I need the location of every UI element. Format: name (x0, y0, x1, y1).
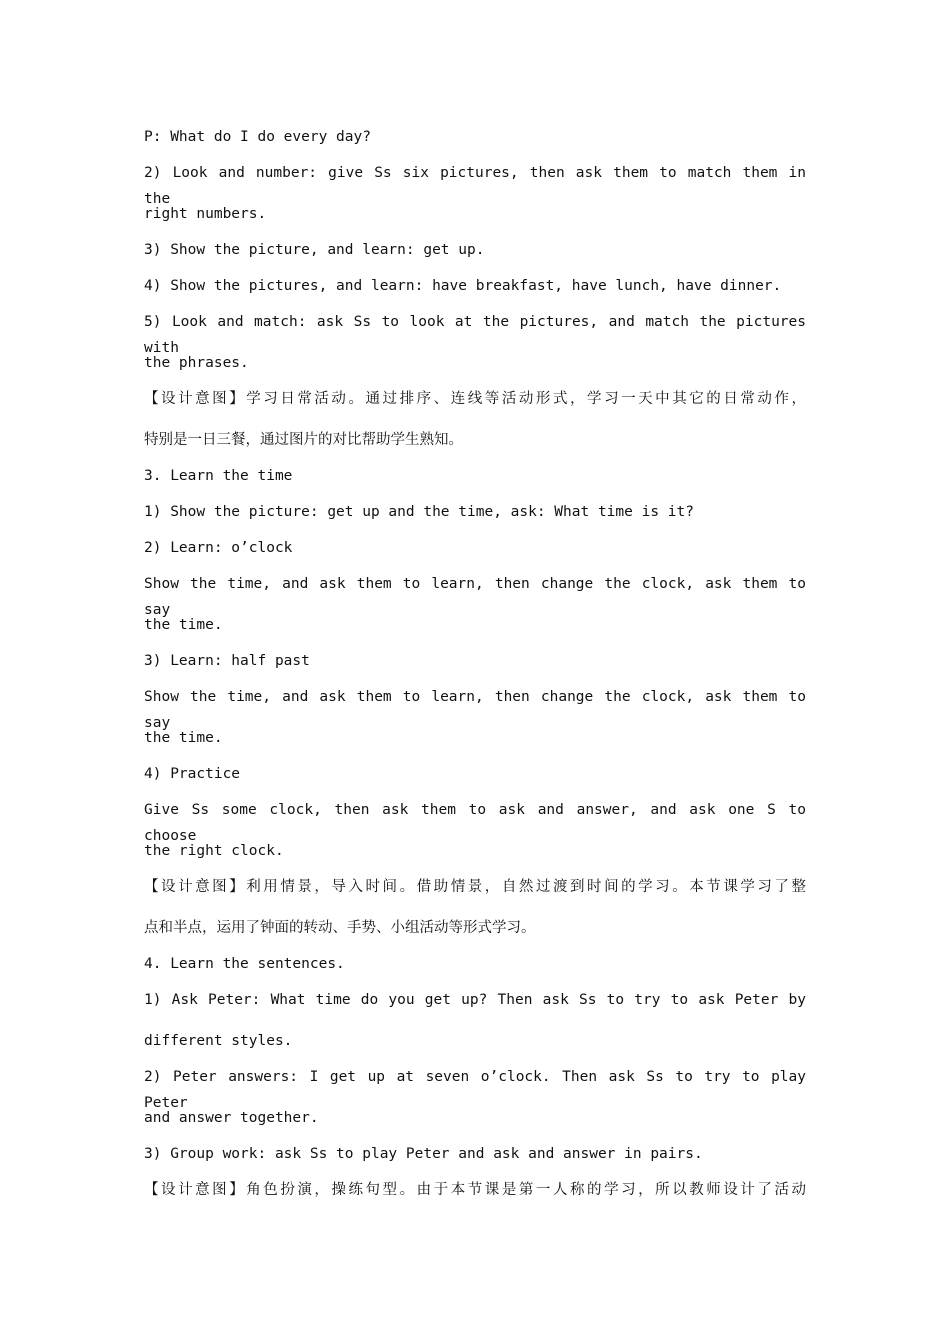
text-line: Show the time, and ask them to learn, then change the clock, ask them to say (144, 689, 806, 731)
text-line: 2) Peter answers: I get up at seven o’clock. Then ask Ss to try to play Peter (144, 1069, 806, 1111)
text-line: 5) Look and match: ask Ss to look at the pictures, and match the pictures with (144, 314, 806, 356)
text-line: 1) Show the picture: get up and the time, ask: What time is it? (144, 504, 694, 520)
text-line: P: What do I do every day? (144, 129, 371, 145)
document-body (144, 124, 806, 1203)
text-line: 1) Ask Peter: What time do you get up? Then ask Ss to try to ask Peter by (144, 992, 806, 1008)
text-line: 3) Learn: half past (144, 653, 310, 669)
text-line: 2) Look and number: give Ss six pictures, then ask them to match them in the (144, 165, 806, 207)
text-line: 4. Learn the sentences. (144, 956, 345, 972)
design-intent-line: 特别是一日三餐，通过图片的对比帮助学生熟知。 (144, 432, 463, 448)
text-line: and answer together. (144, 1110, 319, 1126)
text-line: 3. Learn the time (144, 468, 293, 484)
design-intent-line: 【设计意图】利用情景，导入时间。借助情景，自然过渡到时间的学习。本节课学习了整 (144, 879, 806, 895)
text-line: 2) Learn: o’clock (144, 540, 293, 556)
text-line: the time. (144, 730, 223, 746)
text-line: Give Ss some clock, then ask them to ask and answer, and ask one S to choose (144, 802, 806, 844)
text-line: different styles. (144, 1033, 293, 1049)
text-line: the phrases. (144, 355, 249, 371)
design-intent-line: 【设计意图】学习日常活动。通过排序、连线等活动形式，学习一天中其它的日常动作， (144, 391, 806, 407)
text-line: the right clock. (144, 843, 284, 859)
text-line: 3) Group work: ask Ss to play Peter and ask and answer in pairs. (144, 1146, 703, 1162)
text-line: 3) Show the picture, and learn: get up. (144, 242, 485, 258)
text-line: the time. (144, 617, 223, 633)
text-line: 4) Practice (144, 766, 241, 782)
design-intent-line: 点和半点，运用了钟面的转动、手势、小组活动等形式学习。 (144, 920, 536, 936)
text-line: right numbers. (144, 206, 267, 222)
text-line: 4) Show the pictures, and learn: have breakfast, have lunch, have dinner. (144, 278, 782, 294)
design-intent-line: 【设计意图】角色扮演，操练句型。由于本节课是第一人称的学习，所以教师设计了活动 (144, 1182, 806, 1198)
text-line: Show the time, and ask them to learn, then change the clock, ask them to say (144, 576, 806, 618)
